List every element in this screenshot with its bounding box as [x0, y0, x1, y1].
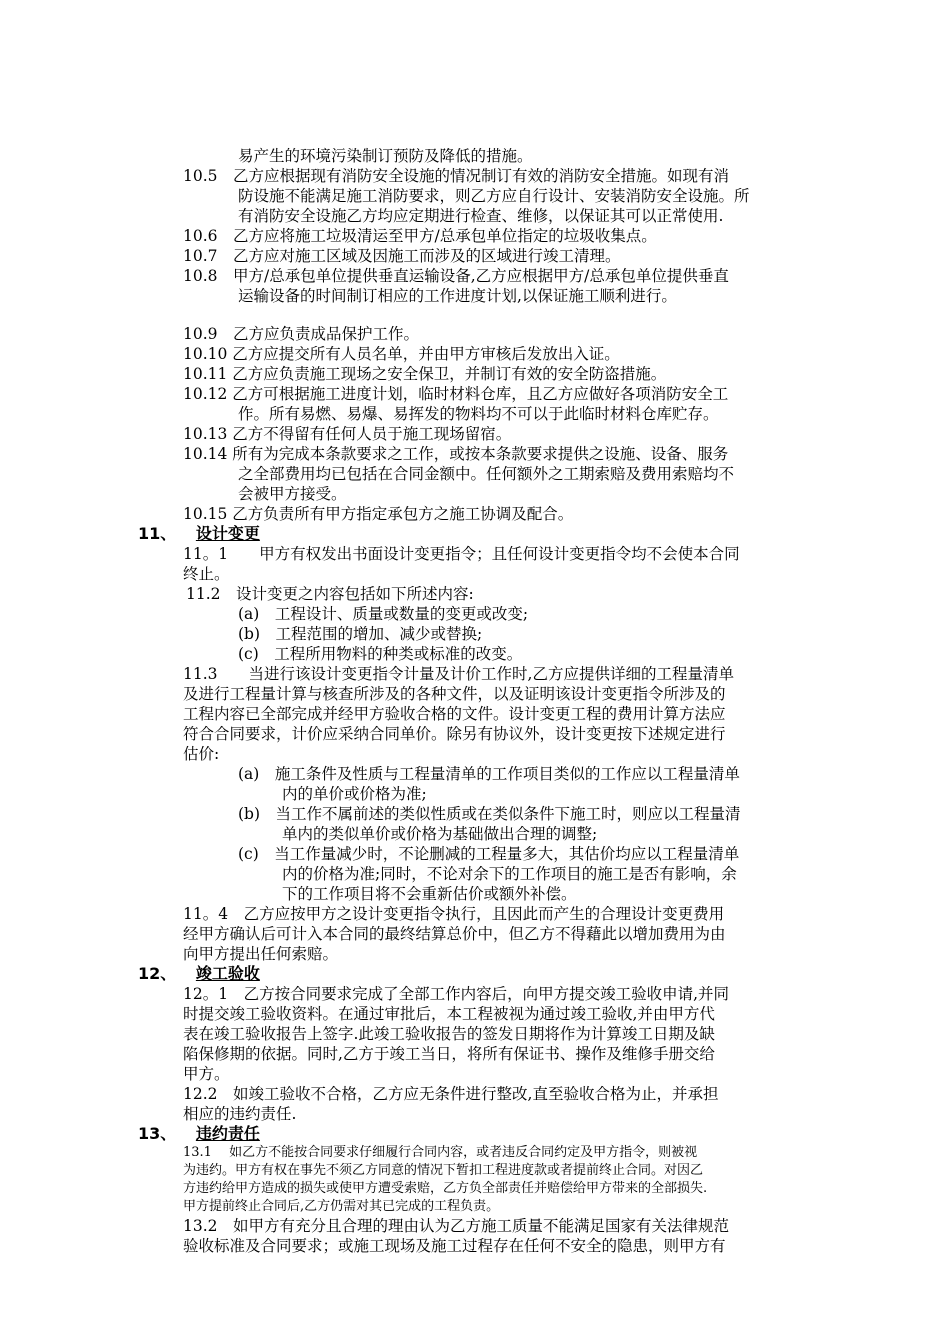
section-heading [138, 1124, 260, 1144]
text-line: 11。4 乙方应按甲方之设计变更指令执行，且因此而产生的合理设计变更费用 [183, 905, 725, 923]
text-line: (b) 工程范围的增加、减少或替换; [238, 625, 483, 643]
text-line: 10.5 乙方应根据现有消防安全设施的情况制订有效的消防安全措施。如现有消 [183, 167, 730, 185]
section-heading [138, 964, 260, 984]
text-line: 工程内容已全部完成并经甲方验收合格的文件。设计变更工程的费用计算方法应 [183, 705, 726, 723]
text-line: 单内的类似单价或价格为基础做出合理的调整; [282, 825, 598, 843]
text-line: 内的价格为准;同时，不论对余下的工作项目的施工是否有影响，余 [282, 865, 737, 883]
text-line: 终止。 [183, 565, 230, 583]
text-line: 13.2 如甲方有充分且合理的理由认为乙方施工质量不能满足国家有关法律规范 [183, 1217, 730, 1235]
text-line: (a) 工程设计、质量或数量的变更或改变; [238, 605, 529, 623]
text-line: 表在竣工验收报告上签字.此竣工验收报告的签发日期将作为计算竣工日期及缺 [183, 1025, 715, 1043]
text-line: 防设施不能满足施工消防要求，则乙方应自行设计、安装消防安全设施。所 [238, 187, 750, 205]
text-line: 之全部费用均已包括在合同金额中。任何额外之工期索赔及费用索赔均不 [238, 465, 735, 483]
text-line: 易产生的环境污染制订预防及降低的措施。 [238, 147, 533, 165]
text-line: 甲方。 [183, 1065, 230, 1083]
text-line: 会被甲方接受。 [238, 485, 347, 503]
text-line: 12.2 如竣工验收不合格，乙方应无条件进行整改,直至验收合格为止，并承担 [183, 1085, 719, 1103]
text-line: 估价: [183, 745, 220, 763]
text-line: (c) 当工作量减少时，不论删减的工程量多大，其估价均应以工程量清单 [238, 845, 740, 863]
section-title: 竣工验收 [195, 964, 260, 983]
text-line: 相应的违约责任. [183, 1105, 297, 1123]
text-line: 10.12 乙方可根据施工进度计划，临时材料仓库，且乙方应做好各项消防安全工 [183, 385, 729, 403]
text-line: 有消防安全设施乙方均应定期进行检查、维修，以保证其可以正常使用. [238, 207, 724, 225]
text-line: 及进行工程量计算与核查所涉及的各种文件，以及证明该设计变更指令所涉及的 [183, 685, 726, 703]
section-number: 11、 [138, 524, 177, 543]
text-line: (a) 施工条件及性质与工程量清单的工作项目类似的工作应以工程量清单 [238, 765, 740, 783]
text-line: 运输设备的时间制订相应的工作进度计划,以保证施工顺利进行。 [238, 287, 677, 305]
text-line: 验收标准及合同要求；或施工现场及施工过程存在任何不安全的隐患，则甲方有 [183, 1237, 726, 1255]
section-heading [138, 524, 260, 544]
text-line: 13.1 如乙方不能按合同要求仔细履行合同内容，或者违反合同约定及甲方指令，则被视 [183, 1145, 698, 1160]
section-number: 13、 [138, 1124, 177, 1143]
text-line: 向甲方提出任何索赔。 [183, 945, 339, 963]
text-line: 11.3 当进行该设计变更指令计量及计价工作时,乙方应提供详细的工程量清单 [183, 665, 734, 683]
text-line: 10.15 乙方负责所有甲方指定承包方之施工协调及配合。 [183, 505, 574, 523]
text-line: 内的单价或价格为准; [282, 785, 427, 803]
text-line: 符合合同要求，计价应采纳合同单价。除另有协议外，设计变更按下述规定进行 [183, 725, 726, 743]
text-line: 10.13 乙方不得留有任何人员于施工现场留宿。 [183, 425, 512, 443]
text-line: 10.8 甲方/总承包单位提供垂直运输设备,乙方应根据甲方/总承包单位提供垂直 [183, 267, 729, 285]
text-line: 作。所有易燃、易爆、易挥发的物料均不可以于此临时材料仓库贮存。 [238, 405, 719, 423]
text-line: (b) 当工作不属前述的类似性质或在类似条件下施工时，则应以工程量清 [238, 805, 741, 823]
text-line: 方违约给甲方造成的损失或使甲方遭受索赔，乙方负全部责任并赔偿给甲方带来的全部损失. [183, 1181, 708, 1196]
text-line: 10.10 乙方应提交所有人员名单，并由甲方审核后发放出入证。 [183, 345, 620, 363]
text-line: (c) 工程所用物料的种类或标准的改变。 [238, 645, 523, 663]
text-line: 甲方提前终止合同后,乙方仍需对其已完成的工程负责。 [183, 1199, 500, 1214]
text-line: 10.14 所有为完成本条款要求之工作，或按本条款要求提供之设施、设备、服务 [183, 445, 729, 463]
text-line: 时提交竣工验收资料。在通过审批后，本工程被视为通过竣工验收,并由甲方代 [183, 1005, 715, 1023]
text-line: 下的工作项目将不会重新估价或额外补偿。 [282, 885, 577, 903]
text-line: 10.9 乙方应负责成品保护工作。 [183, 325, 420, 343]
text-line: 10.11 乙方应负责施工现场之安全保卫，并制订有效的安全防盗措施。 [183, 365, 667, 383]
text-line: 经甲方确认后可计入本合同的最终结算总价中，但乙方不得藉此以增加费用为由 [183, 925, 726, 943]
section-title: 设计变更 [195, 524, 260, 543]
text-line: 陷保修期的依据。同时,乙方于竣工当日，将所有保证书、操作及维修手册交给 [183, 1045, 715, 1063]
text-line: 11.2 设计变更之内容包括如下所述内容: [186, 585, 474, 603]
text-line: 12。1 乙方按合同要求完成了全部工作内容后，向甲方提交竣工验收申请,并同 [183, 985, 730, 1003]
section-title: 违约责任 [195, 1124, 260, 1143]
section-number: 12、 [138, 964, 177, 983]
text-line: 10.6 乙方应将施工垃圾清运至甲方/总承包单位指定的垃圾收集点。 [183, 227, 657, 245]
text-line: 10.7 乙方应对施工区域及因施工而涉及的区域进行竣工清理。 [183, 247, 621, 265]
text-line: 为违约。甲方有权在事先不须乙方同意的情况下暂扣工程进度款或者提前终止合同。对因乙 [183, 1163, 704, 1178]
text-line: 11。1 甲方有权发出书面设计变更指令；且任何设计变更指令均不会使本合同 [183, 545, 740, 563]
